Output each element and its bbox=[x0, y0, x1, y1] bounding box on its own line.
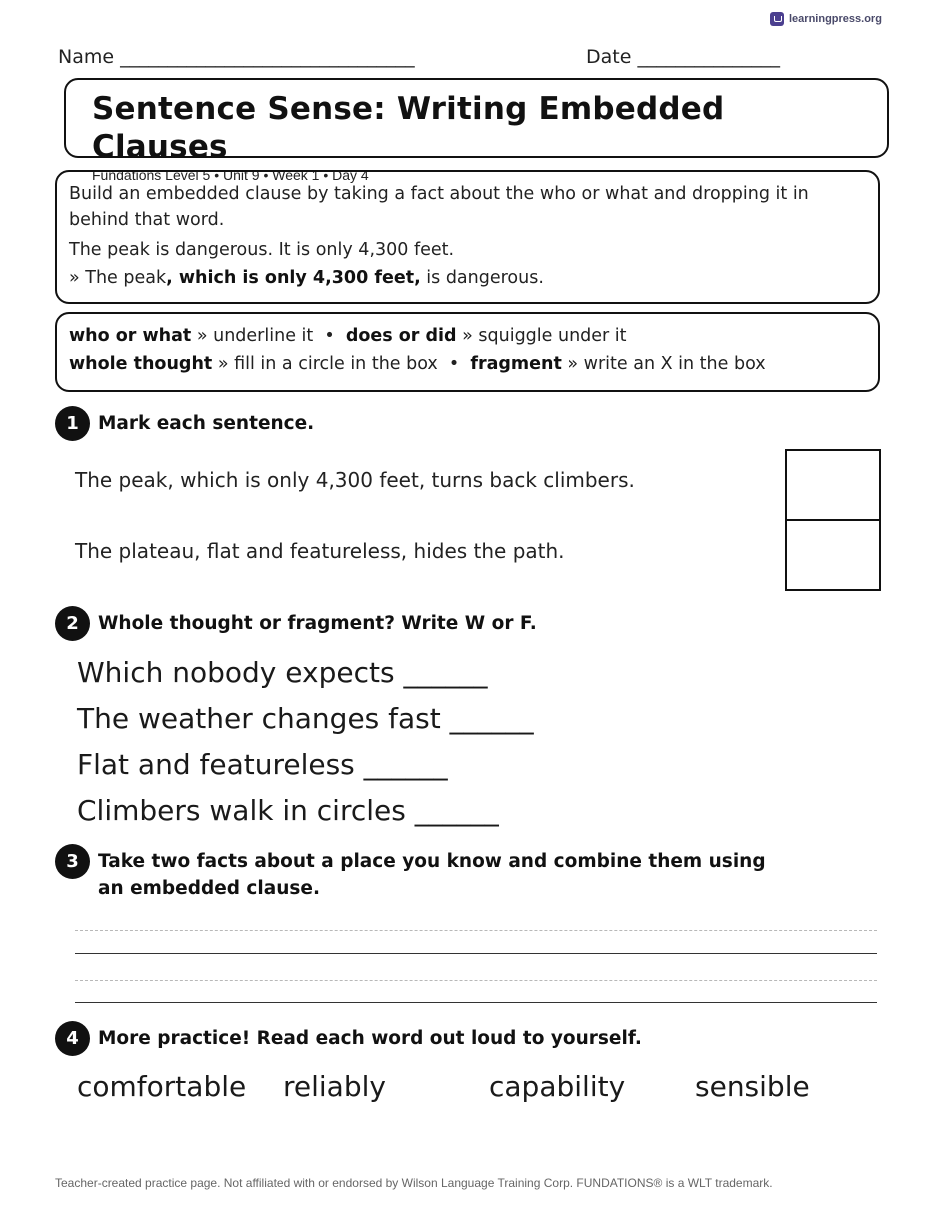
intro-example bbox=[69, 264, 866, 292]
section-title: More practice! Read each word out loud to yourself. bbox=[98, 1028, 642, 1049]
wf-item-2[interactable]: The weather changes fast ______ bbox=[77, 702, 534, 735]
key-term: who or what bbox=[69, 326, 192, 346]
section-number: 4 bbox=[55, 1021, 90, 1056]
writing-line[interactable] bbox=[75, 953, 877, 954]
key-term: fragment bbox=[470, 354, 562, 374]
page-title: Sentence Sense: Writing Embedded Clauses bbox=[92, 91, 725, 165]
practice-word: sensible bbox=[695, 1070, 810, 1103]
section-number: 1 bbox=[55, 406, 90, 441]
title-box bbox=[64, 78, 889, 183]
practice-word: reliably bbox=[283, 1070, 386, 1103]
writing-line[interactable] bbox=[75, 1002, 877, 1003]
date-field[interactable]: Date _______________ bbox=[586, 46, 780, 68]
book-icon bbox=[770, 12, 784, 26]
key-term: does or did bbox=[345, 326, 457, 346]
marking-key-box bbox=[55, 312, 880, 392]
section-4-header bbox=[55, 1021, 642, 1056]
mark-sentence-1[interactable]: The peak, which is only 4,300 feet, turns back climbers. bbox=[75, 468, 635, 492]
practice-word: comfortable bbox=[77, 1070, 247, 1103]
name-field[interactable]: Name _______________________________ bbox=[58, 46, 415, 68]
section-title: Whole thought or fragment? Write W or F. bbox=[98, 613, 537, 634]
writing-guide-line bbox=[75, 980, 877, 981]
example-prefix: » The peak bbox=[69, 268, 167, 288]
example-suffix: is dangerous. bbox=[420, 268, 544, 288]
intro-facts: The peak is dangerous. It is only 4,300 feet. bbox=[69, 240, 455, 260]
section-number: 3 bbox=[55, 844, 90, 879]
section-1-header bbox=[55, 406, 314, 441]
section-2-header bbox=[55, 606, 537, 641]
practice-word: capability bbox=[489, 1070, 626, 1103]
key-row-1 bbox=[69, 322, 866, 350]
brand-name: learningpress.org bbox=[789, 13, 882, 25]
section-3-header bbox=[55, 844, 795, 902]
key-desc: » underline it • bbox=[191, 326, 346, 346]
answer-box-1[interactable] bbox=[785, 449, 881, 521]
wf-item-4[interactable]: Climbers walk in circles ______ bbox=[77, 794, 499, 827]
intro-text: Build an embedded clause by taking a fact about the who or what and dropping it in behind that word. bbox=[69, 184, 809, 230]
key-desc: » write an X in the box bbox=[561, 354, 766, 374]
key-desc: » squiggle under it bbox=[456, 326, 627, 346]
wf-item-1[interactable]: Which nobody expects ______ bbox=[77, 656, 488, 689]
brand[interactable] bbox=[770, 12, 882, 26]
answer-box-2[interactable] bbox=[785, 519, 881, 591]
key-row-2 bbox=[69, 350, 866, 378]
writing-guide-line bbox=[75, 930, 877, 931]
section-title: Mark each sentence. bbox=[98, 413, 315, 434]
wf-item-3[interactable]: Flat and featureless ______ bbox=[77, 748, 448, 781]
section-title: Take two facts about a place you know and combine them using an embedded clause. bbox=[98, 851, 766, 899]
key-desc: » fill in a circle in the box • bbox=[212, 354, 471, 374]
key-term: whole thought bbox=[69, 354, 213, 374]
footer-disclaimer: Teacher-created practice page. Not affiliated with or endorsed by Wilson Language Training Corp. FUNDATIONS® is a WLT trademark. bbox=[55, 1176, 773, 1190]
mark-sentence-2[interactable]: The plateau, flat and featureless, hides the path. bbox=[75, 539, 565, 563]
intro-box bbox=[55, 170, 880, 304]
page-subtitle: Fundations Level 5 • Unit 9 • Week 1 • Day 4 bbox=[92, 167, 369, 183]
section-number: 2 bbox=[55, 606, 90, 641]
example-clause: , which is only 4,300 feet, bbox=[166, 268, 421, 288]
